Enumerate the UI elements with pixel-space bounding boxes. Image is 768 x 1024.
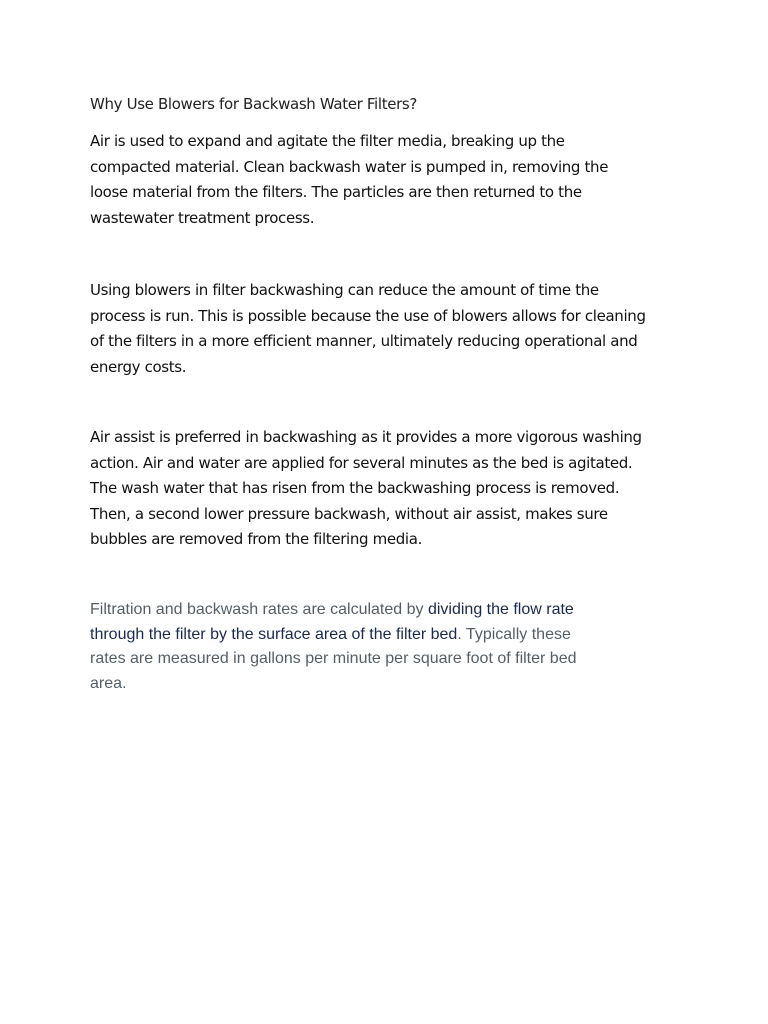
paragraph-line <box>90 598 690 623</box>
rate-formula-highlight: dividing the flow rate <box>427 601 574 618</box>
paragraph-line <box>90 623 690 648</box>
paragraph-line: energy costs. <box>90 357 187 376</box>
paragraph-line: Using blowers in filter backwashing can reduce the amount of time the <box>90 281 599 299</box>
paragraph-line: The wash water that has risen from the backwashing process is removed. <box>90 479 620 497</box>
rate-text: Filtration and backwash rates are calculated by <box>90 601 428 618</box>
paragraph-line: process is run. This is possible because the use of blowers allows for cleaning <box>90 306 646 325</box>
paragraph-line: loose material from the filters. The particles are then returned to the <box>90 183 582 201</box>
paragraph-line: wastewater treatment process. <box>90 208 315 227</box>
paragraph-line: rates are measured in gallons per minute per square foot of filter bed <box>90 650 577 667</box>
document-title: Why Use Blowers for Backwash Water Filters? <box>90 95 417 113</box>
paragraph-air-assist <box>90 425 690 553</box>
paragraph-line: bubbles are removed from the filtering media. <box>90 530 422 548</box>
paragraph-line: action. Air and water are applied for several minutes as the bed is agitated. <box>90 453 633 472</box>
rate-text: . Typically these <box>457 625 571 643</box>
paragraph-line: Air assist is preferred in backwashing as it provides a more vigorous washing <box>90 428 642 446</box>
paragraph-backwash-rates <box>90 598 690 696</box>
paragraph-air-expansion <box>90 129 690 231</box>
paragraph-line: Air is used to expand and agitate the filter media, breaking up the <box>90 132 565 150</box>
paragraph-line: Then, a second lower pressure backwash, without air assist, makes sure <box>90 504 608 523</box>
paragraph-line: area. <box>90 674 127 692</box>
paragraph-line: of the filters in a more efficient manner, ultimately reducing operational and <box>90 332 638 350</box>
paragraph-blower-benefits <box>90 278 690 380</box>
paragraph-line: compacted material. Clean backwash water is pumped in, removing the <box>90 157 609 176</box>
rate-formula-highlight: through the filter by the surface area of the filter bed <box>90 625 458 643</box>
